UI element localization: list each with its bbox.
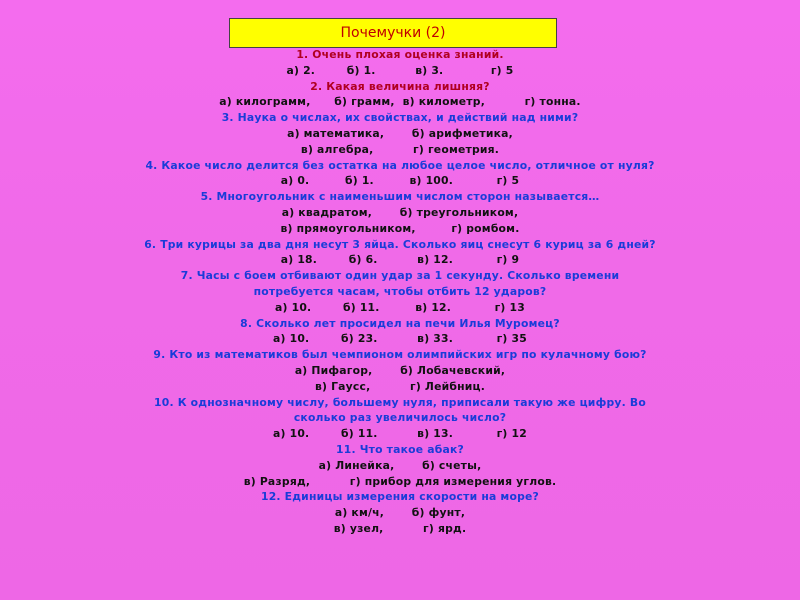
answer-options-line: в) узел, г) ярд. bbox=[333, 521, 467, 535]
answer-options-line: а) квадратом, б) треугольником, bbox=[281, 205, 519, 219]
question-line: сколько раз увеличилось число? bbox=[293, 411, 507, 425]
question-line: 2. Какая величина лишняя? bbox=[310, 79, 490, 93]
answer-options-line: а) 10. б) 23. в) 33. г) 35 bbox=[273, 332, 527, 346]
answer-options-line: а) 0. б) 1. в) 100. г) 5 bbox=[280, 174, 520, 188]
question-line: 7. Часы с боем отбивают один удар за 1 секунду. Сколько времени bbox=[180, 269, 620, 283]
question-line: 5. Многоугольник с наименьшим числом сторон называется… bbox=[200, 190, 600, 204]
question-line: потребуется часам, чтобы отбить 12 ударов? bbox=[253, 284, 547, 298]
quiz-content bbox=[80, 47, 720, 537]
answer-options-line: а) 2. б) 1. в) 3. г) 5 bbox=[286, 63, 514, 77]
answer-options-line: а) км/ч, б) фунт, bbox=[334, 506, 466, 520]
question-line: 1. Очень плохая оценка знаний. bbox=[296, 48, 504, 61]
question-line: 4. Какое число делится без остатка на любое целое число, отличное от нуля? bbox=[145, 158, 655, 172]
question-line: 10. К однозначному числу, большему нуля, приписали такую же цифру. Во bbox=[154, 395, 646, 409]
answer-options-line: в) Разряд, г) прибор для измерения углов. bbox=[243, 474, 557, 488]
question-line: 11. Что такое абак? bbox=[336, 442, 464, 456]
slide-title-box bbox=[229, 18, 557, 48]
question-line: 9. Кто из математиков был чемпионом олимпийских игр по кулачному бою? bbox=[153, 348, 647, 362]
question-line: 3. Наука о числах, их свойствах, и действий над ними? bbox=[221, 111, 579, 125]
question-line: 8. Сколько лет просидел на печи Илья Муромец? bbox=[240, 316, 560, 330]
question-line: 6. Три курицы за два дня несут 3 яйца. Сколько яиц снесут 6 куриц за 6 дней? bbox=[144, 237, 656, 251]
answer-options-line: а) 18. б) 6. в) 12. г) 9 bbox=[280, 253, 520, 267]
answer-options-line: а) 10. б) 11. в) 12. г) 13 bbox=[275, 300, 525, 314]
question-line: 12. Единицы измерения скорости на море? bbox=[261, 490, 539, 504]
answer-options-line: а) математика, б) арифметика, bbox=[287, 126, 513, 140]
answer-options-line: а) Пифагор, б) Лобачевский, bbox=[294, 363, 506, 377]
answer-options-line: а) килограмм, б) грамм, в) километр, г) тонна. bbox=[219, 95, 581, 109]
slide-title: Почемучки (2) bbox=[340, 25, 446, 41]
answer-options-line: в) алгебра, г) геометрия. bbox=[300, 142, 500, 156]
answer-options-line: в) прямоугольником, г) ромбом. bbox=[280, 221, 520, 235]
answer-options-line: в) Гаусс, г) Лейбниц. bbox=[314, 379, 486, 393]
answer-options-line: а) 10. б) 11. в) 13. г) 12 bbox=[273, 427, 527, 441]
answer-options-line: а) Линейка, б) счеты, bbox=[318, 458, 482, 472]
